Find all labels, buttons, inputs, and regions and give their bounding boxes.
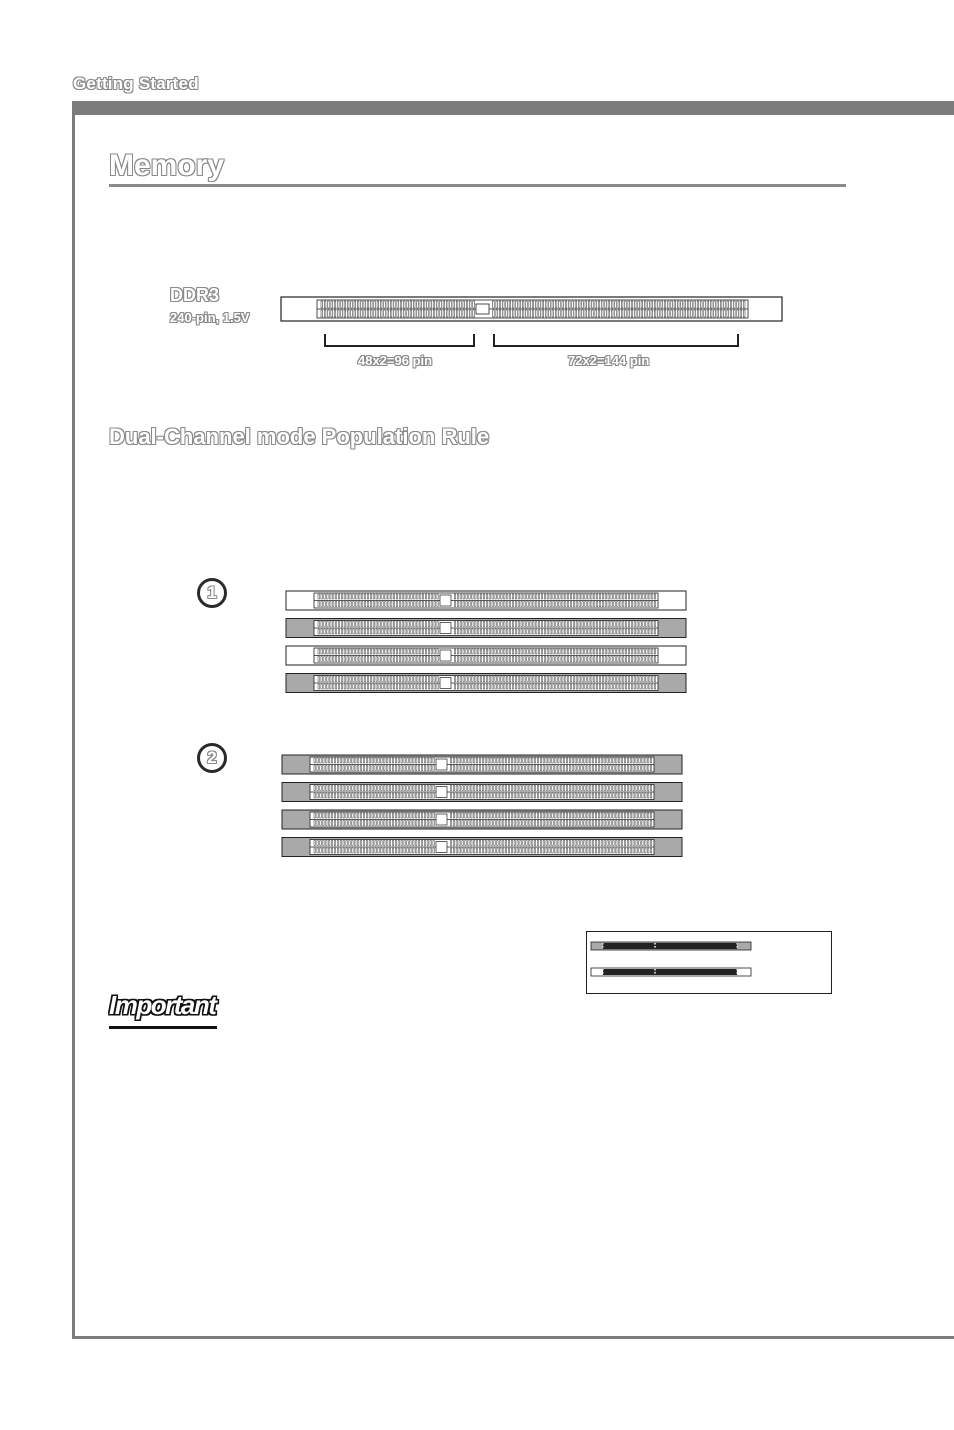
config-badge-2: 2 (197, 743, 227, 773)
slot-config-1 (285, 590, 689, 696)
header-bar (73, 101, 954, 115)
section-title-underline (109, 184, 846, 187)
legend-empty-slot (591, 968, 751, 976)
legend-installed-slot (591, 942, 751, 950)
config-badge-1: 1 (197, 578, 227, 608)
ddr-spec-label: 240-pin, 1.5V (170, 310, 250, 325)
left-segment-pin-count: 48x2=96 pin (358, 353, 433, 368)
slot-config-2 (281, 754, 685, 860)
right-segment-pin-count: 72x2=144 pin (568, 353, 650, 368)
right-segment-bracket (494, 334, 738, 346)
subsection-title: Dual-Channel mode Population Rule (109, 424, 490, 449)
dimm-notch (476, 304, 489, 314)
page-section-label: Getting Started (73, 74, 199, 93)
dimm-slot-empty (286, 591, 686, 610)
dimm-slot-installed (282, 755, 682, 774)
important-underline (109, 1026, 217, 1029)
dimm-slot-installed (282, 783, 682, 802)
left-segment-bracket (325, 334, 474, 346)
dimm-module-diagram (280, 296, 784, 354)
dimm-slot-installed (282, 810, 682, 829)
important-heading: Important (109, 990, 216, 1020)
ddr-type-label: DDR3 (170, 285, 220, 305)
legend-box (586, 931, 832, 994)
dimm-slot-installed (286, 674, 686, 693)
dimm-slot-installed (282, 838, 682, 857)
bottom-rule (72, 1336, 954, 1339)
left-margin-rule (72, 101, 75, 1339)
dimm-slot-empty (286, 646, 686, 665)
dimm-slot-installed (286, 619, 686, 638)
section-title: Memory (109, 149, 225, 182)
legend-graphic (587, 932, 830, 992)
